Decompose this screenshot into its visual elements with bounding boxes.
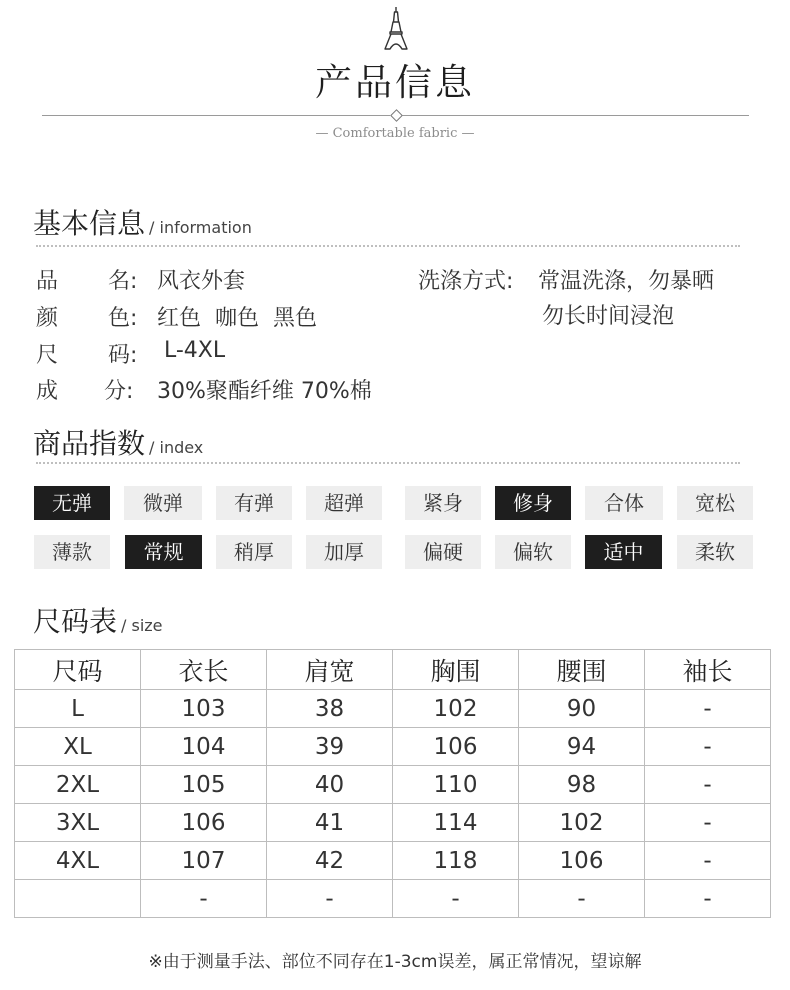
wash-instruction: 勿长时间浸泡: [542, 304, 675, 329]
section-divider: [36, 462, 740, 464]
tag-elasticity: 无弹: [34, 486, 110, 520]
column-header: 肩宽: [267, 650, 393, 690]
tag-fit: 合体: [585, 486, 663, 520]
measurement-footnote: ※由于测量手法、部位不同存在1-3cm误差，属正常情况，望谅解: [148, 952, 642, 972]
table-cell: L: [15, 690, 141, 728]
section-heading-index: [33, 422, 203, 462]
info-label-char: 品: [36, 269, 59, 294]
tag-fit: 修身: [495, 486, 571, 520]
tag-softness: 柔软: [677, 535, 753, 569]
size-table: [14, 649, 771, 918]
info-label-char: 分:: [104, 379, 134, 404]
table-cell: 90: [519, 690, 645, 728]
section-heading-text: 基本信息: [33, 207, 146, 240]
info-label-char: 颜: [36, 306, 59, 331]
section-heading-en: / index: [149, 438, 204, 457]
info-value-name: 风衣外套: [157, 269, 246, 294]
table-row: [15, 804, 771, 842]
table-cell: 38: [267, 690, 393, 728]
table-cell: 104: [141, 728, 267, 766]
section-heading-en: / size: [121, 616, 163, 635]
table-cell: 118: [393, 842, 519, 880]
table-cell: -: [645, 842, 771, 880]
table-cell: 106: [141, 804, 267, 842]
tag-elasticity: 超弹: [306, 486, 382, 520]
table-cell: 40: [267, 766, 393, 804]
info-value-material: 30%聚酯纤维 70%棉: [157, 379, 372, 404]
table-cell: 2XL: [15, 766, 141, 804]
table-row: [15, 766, 771, 804]
table-cell: -: [645, 690, 771, 728]
column-header: 尺码: [15, 650, 141, 690]
tag-softness: 偏软: [495, 535, 571, 569]
table-cell: 94: [519, 728, 645, 766]
section-heading-en: / information: [149, 218, 252, 237]
section-divider: [36, 245, 740, 247]
page-title: 产品信息: [315, 61, 475, 104]
table-row: [15, 728, 771, 766]
table-cell: XL: [15, 728, 141, 766]
section-heading-text: 商品指数: [33, 427, 146, 460]
table-cell: -: [141, 880, 267, 918]
table-cell: 106: [393, 728, 519, 766]
table-cell: 41: [267, 804, 393, 842]
column-header: 衣长: [141, 650, 267, 690]
table-cell: 98: [519, 766, 645, 804]
table-cell: 39: [267, 728, 393, 766]
table-cell: 110: [393, 766, 519, 804]
wash-label: 洗涤方式:: [418, 269, 514, 294]
table-cell: 103: [141, 690, 267, 728]
table-cell: [15, 880, 141, 918]
table-cell: -: [645, 728, 771, 766]
table-row: [15, 880, 771, 918]
table-cell: -: [393, 880, 519, 918]
tag-elasticity: 微弹: [124, 486, 202, 520]
column-header: 腰围: [519, 650, 645, 690]
tag-thickness: 稍厚: [216, 535, 292, 569]
tag-thickness: 薄款: [34, 535, 110, 569]
table-row: [15, 842, 771, 880]
eiffel-tower-icon: [382, 6, 410, 50]
column-header: 胸围: [393, 650, 519, 690]
diamond-ornament-icon: [390, 109, 402, 121]
table-cell: -: [267, 880, 393, 918]
section-heading-information: [33, 202, 252, 242]
info-value-size: L-4XL: [157, 338, 226, 363]
table-cell: 102: [519, 804, 645, 842]
wash-instruction: 常温洗涤，勿暴晒: [538, 269, 715, 294]
tag-softness: 偏硬: [405, 535, 481, 569]
table-cell: 107: [141, 842, 267, 880]
table-cell: 4XL: [15, 842, 141, 880]
section-heading-text: 尺码表: [33, 605, 118, 638]
table-header-row: [15, 650, 771, 690]
info-label-char: 尺: [36, 343, 59, 368]
info-value-color: 红色 咖色 黑色: [157, 306, 317, 331]
page-subtitle: — Comfortable fabric —: [315, 126, 475, 141]
table-cell: 3XL: [15, 804, 141, 842]
table-row: [15, 690, 771, 728]
tag-fit: 宽松: [677, 486, 753, 520]
tag-elasticity: 有弹: [216, 486, 292, 520]
info-label-char: 名:: [108, 269, 138, 294]
column-header: 袖长: [645, 650, 771, 690]
tag-fit: 紧身: [405, 486, 481, 520]
section-heading-size: [33, 600, 163, 640]
tag-thickness: 加厚: [306, 535, 382, 569]
table-cell: -: [645, 804, 771, 842]
table-cell: -: [645, 880, 771, 918]
info-label-char: 成: [36, 379, 59, 404]
info-label-char: 码:: [108, 343, 138, 368]
tag-thickness: 常规: [125, 535, 202, 569]
tag-softness: 适中: [585, 535, 662, 569]
table-cell: 114: [393, 804, 519, 842]
table-cell: 102: [393, 690, 519, 728]
table-cell: -: [645, 766, 771, 804]
table-cell: 42: [267, 842, 393, 880]
table-cell: 105: [141, 766, 267, 804]
table-cell: -: [519, 880, 645, 918]
table-cell: 106: [519, 842, 645, 880]
info-label-char: 色:: [108, 306, 138, 331]
